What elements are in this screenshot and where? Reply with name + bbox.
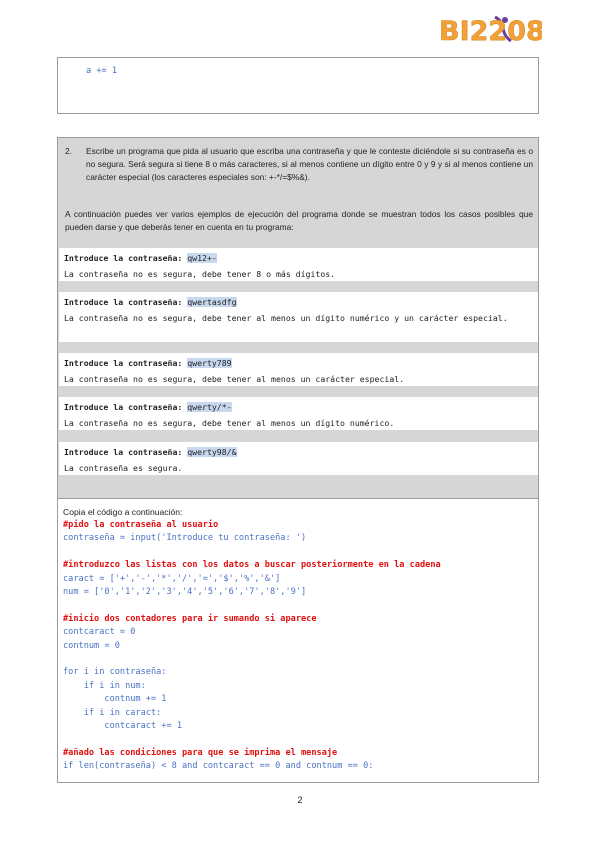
code-comment-line: #introduzco las listas con los datos a buscar posteriormente en la cadena [63,560,441,571]
example-5 [59,442,538,475]
example-3 [59,353,538,386]
example-prompt: Introduce la contraseña: [64,358,188,368]
code-line [63,733,441,746]
task-statement [65,145,533,184]
example-input: qw12+- [187,253,217,263]
code-line [63,599,441,612]
code-line: contnum = 0 [63,640,120,651]
code-line: contcaract = 0 [63,627,136,638]
example-result: La contraseña es segura. [64,463,183,473]
example-4 [59,397,538,430]
bi2208-logo [437,11,542,47]
example-input: qwerty789 [187,358,232,368]
task-description: Escribe un programa que pida al usuario que escriba una contraseña y que le conteste diciéndole si su contraseña es o no segura. Será segura si tiene 8 o más caracteres, si al menos contiene un dígito entre 0 y 9 y si al menos contiene un carácter especial (los caracteres especiales son: +-*/=$%&). [86,146,533,182]
previous-code-box [57,57,539,114]
code-line: num = ['0','1','2','3','4','5','6','7','8','9'] [63,587,307,598]
code-line: if len(contraseña) < 8 and contcaract == 0 and contnum == 0: [63,761,374,772]
solution-code [63,519,441,774]
example-prompt: Introduce la contraseña: [64,253,188,263]
example-result: La contraseña no es segura, debe tener al menos un dígito numérico. [64,418,395,428]
example-result: La contraseña no es segura, debe tener al menos un carácter especial. [64,374,405,384]
example-prompt: Introduce la contraseña: [64,297,188,307]
example-input: qwerty98/& [187,447,237,457]
code-line [63,546,441,559]
page-number: 2 [297,795,303,805]
examples-intro: A continuación puedes ver varios ejemplos de ejecución del programa donde se muestran todos los casos posibles que pueden darse y que deberás tener en cuenta en tu programa: [65,209,533,232]
code-line: if i in num: [63,680,146,691]
code-line: contcaract += 1 [63,721,182,732]
example-input: qwerty/*- [187,402,232,412]
example-2 [59,292,538,342]
example-input: qwertasdfg [187,297,237,307]
task-number: 2. [65,146,72,156]
code-line [63,653,441,666]
example-prompt: Introduce la contraseña: [64,447,188,457]
code-line: caract = ['+','-','*','/','=','$','%','&'] [63,573,281,584]
code-comment-line: #pido la contraseña al usuario [63,520,219,530]
exercise-box [57,137,539,499]
example-result: La contraseña no es segura, debe tener 8 o más dígitos. [64,269,336,279]
copy-label: Copia el código a continuación: [63,507,183,517]
code-comment-line: #añado las condiciones para que se imprima el mensaje [63,747,338,758]
example-result: La contraseña no es segura, debe tener al menos un dígito numérico y un carácter especial. [64,313,508,323]
solution-box [57,499,539,783]
code-line: a += 1 [86,66,118,76]
example-prompt: Introduce la contraseña: [64,402,188,412]
code-comment-line: #inicio dos contadores para ir sumando si aparece [63,613,317,624]
code-line: if i in caract: [63,707,162,718]
logo-text: BI2208 [439,16,542,47]
logo-graphic [437,11,542,47]
code-line: contnum += 1 [63,694,167,705]
code-line: contraseña = input('Introduce tu contraseña: ') [63,533,307,544]
code-line: for i in contraseña: [63,667,167,678]
example-1 [59,248,538,281]
